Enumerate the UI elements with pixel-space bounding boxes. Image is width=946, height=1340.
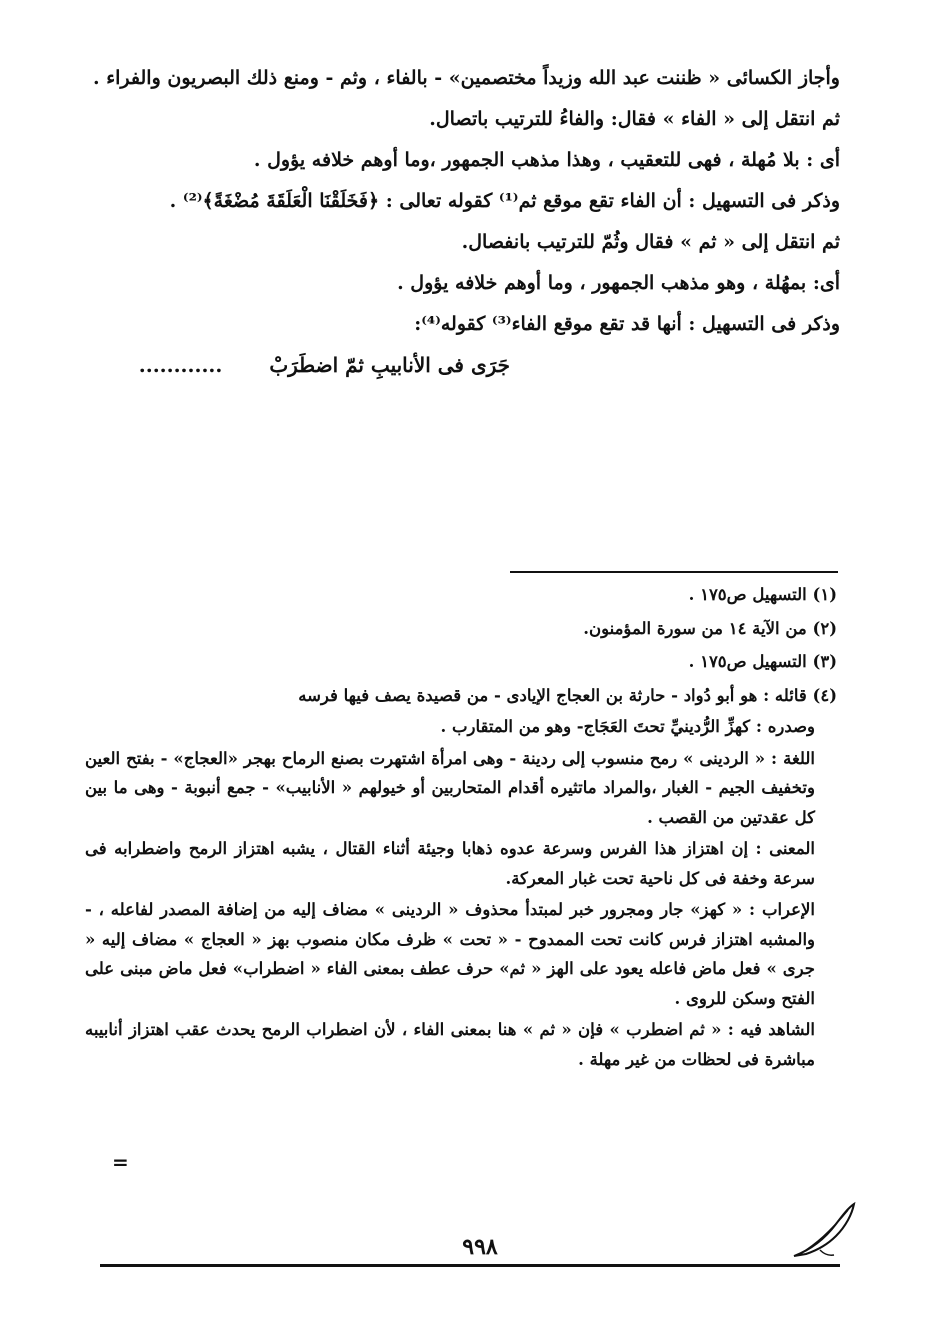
footnote: (١) التسهيل ص١٧٥ . — [688, 585, 837, 604]
verse-text: جَرَى فى الأنابيبِ ثمّ اضطَرَبْ — [269, 353, 510, 377]
page-number: ٩٩٨ — [462, 1234, 498, 1260]
main-text — [80, 62, 840, 382]
footnote-continuation: المعنى : إن اهتزاز هذا الفرس وسرعة عدوه ذهابا وجيئة أثناء القتال ، يشبه اهتزاز الرمح واضطرابه فى سرعة وخفة فى كل ناحية تحت غبار المعركة. — [85, 839, 815, 888]
footnote-separator — [510, 571, 838, 573]
footnote-continuation: وصدره : كهزِّ الرُّدينيِّ تحتَ العَجَاج- وهو من المتقارب . — [440, 717, 815, 736]
paragraph: وذكر فى التسهيل : أنها قد تقع موقع الفاء⁽³⁾ كقوله⁽⁴⁾: — [414, 313, 840, 335]
continuation-mark: = — [112, 1150, 129, 1174]
footnote-continuation: الإعراب : « كهز» جار ومجرور خبر لمبتدأ محذوف « الردينى » مضاف إليه من إضافة المصدر لفاعله ، - والمشبه اهتزاز فرس كانت تحت الممدوح - « تحت » ظرف مكان منصوب بهز « العجاج » مضاف إليه « جرى » فعل ماض فاعله يعود على الهز « ثم» حرف عطف بمعنى الفاء « اضطراب» فعل ماض مبنى على الفتح وسكن للروى . — [85, 900, 815, 1008]
footnote: (٤) قائله : هو أبو دُواد - حارثة بن العجاج الإيادى - من قصيدة يصف فيها فرسه — [298, 685, 837, 705]
poetry-verse — [80, 349, 840, 382]
footnote-continuation: الشاهد فيه : « ثم اضطرب » فإن « ثم » هنا بمعنى الفاء ، لأن اضطراب الرمح يحدث عقب اهتزاز أنابيبه مباشرة فى لحظات من غير مهلة . — [85, 1020, 815, 1069]
footer-rule — [100, 1264, 840, 1267]
footnote: (٣) التسهيل ص١٧٥ . — [688, 652, 837, 671]
footnote: (٢) من الآية ١٤ من سورة المؤمنون. — [583, 618, 837, 638]
paragraph: ثم انتقل إلى « الفاء » فقال: والفاءُ للترتيب باتصال. — [429, 108, 840, 130]
footnotes — [85, 580, 837, 1078]
paragraph: وأجاز الكسائى « ظننت عبد الله وزيداً مختصمين» - بالفاء ، وثم - ومنع ذلك البصريون والفراء . — [92, 67, 840, 89]
paragraph: وذكر فى التسهيل : أن الفاء تقع موقع ثم⁽¹⁾ كقوله تعالى : ﴿فَخَلَقْنَا الْعَلَقَةَ مُضْغَةً﴾⁽²⁾ . — [169, 190, 840, 212]
paragraph: أى: بمهُلة ، وهو مذهب الجمهور ، وما أوهم خلافه يؤول . — [397, 272, 840, 294]
paragraph: أى : بلا مُهلة ، فهى للتعقيب ، وهذا مذهب الجمهور ،وما أوهم خلافه يؤول . — [253, 149, 840, 171]
verse-dots: ............ — [138, 353, 223, 377]
footnote-continuation: اللغة : « الردينى » رمح منسوب إلى ردينة - وهى امرأة اشتهرت بصنع الرماح بهجر «العجاج» - بفتح العين وتخفيف الجيم - الغبار ،والمراد ماتثيره أقدام المتحاربين أو خيولهم « الأنابيب» - جمع أنبوبة - وهى ما بين كل عقدتين من القصب . — [85, 748, 815, 827]
quill-ornament-icon — [790, 1200, 860, 1262]
paragraph: ثم انتقل إلى « ثم » فقال وثُمّ للترتيب بانفصال. — [461, 231, 840, 253]
